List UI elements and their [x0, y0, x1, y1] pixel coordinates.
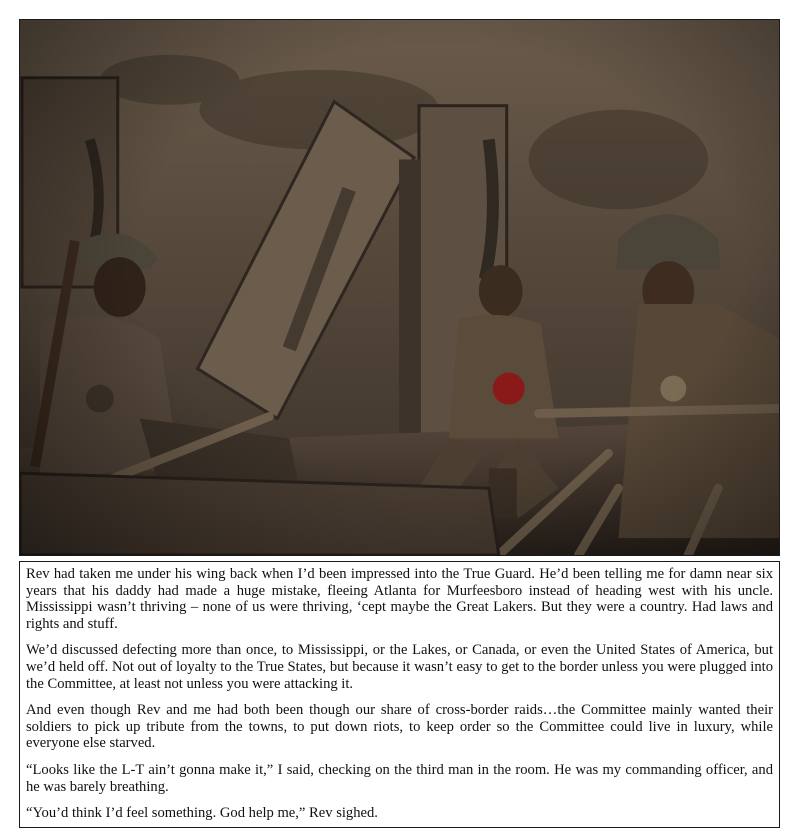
- caption-paragraph-2: We’d discussed defecting more than once, to Mississippi, or the Lakes, or Canada, or even the United States of America, but we’d held off. Not out of loyalty to the True States, but because it wasn’t easy to get to the border unless you were plugged into the Committee, at least not unless you were attacking it.: [26, 642, 773, 692]
- caption-paragraph-1: Rev had taken me under his wing back when I’d been impressed into the True Guard. He’d been telling me for damn near six years that his daddy had made a huge mistake, fleeing Atlanta for Murfeesboro instead of heading west with his uncle. Mississippi wasn’t thriving – none of us were thriving, ‘cept maybe the Great Lakers. But they were a country. Had laws and rights and stuff.: [26, 566, 773, 632]
- caption-paragraph-4: “Looks like the L-T ain’t gonna make it,” I said, checking on the third man in the room. He was my commanding officer, and he was barely breathing.: [26, 761, 773, 795]
- caption-paragraph-5: “You’d think I’d feel something. God help me,” Rev sighed.: [26, 805, 378, 822]
- caption-box: [19, 561, 780, 828]
- caption-paragraph-3: And even though Rev and me had both been though our share of cross-border raids…the Committee mainly wanted their soldiers to pick up tribute from the towns, to put down riots, to keep order so the Committee could live in luxury, while everyone else starved.: [26, 702, 773, 752]
- comic-panel-image: [19, 19, 780, 556]
- scene-illustration: [20, 20, 779, 555]
